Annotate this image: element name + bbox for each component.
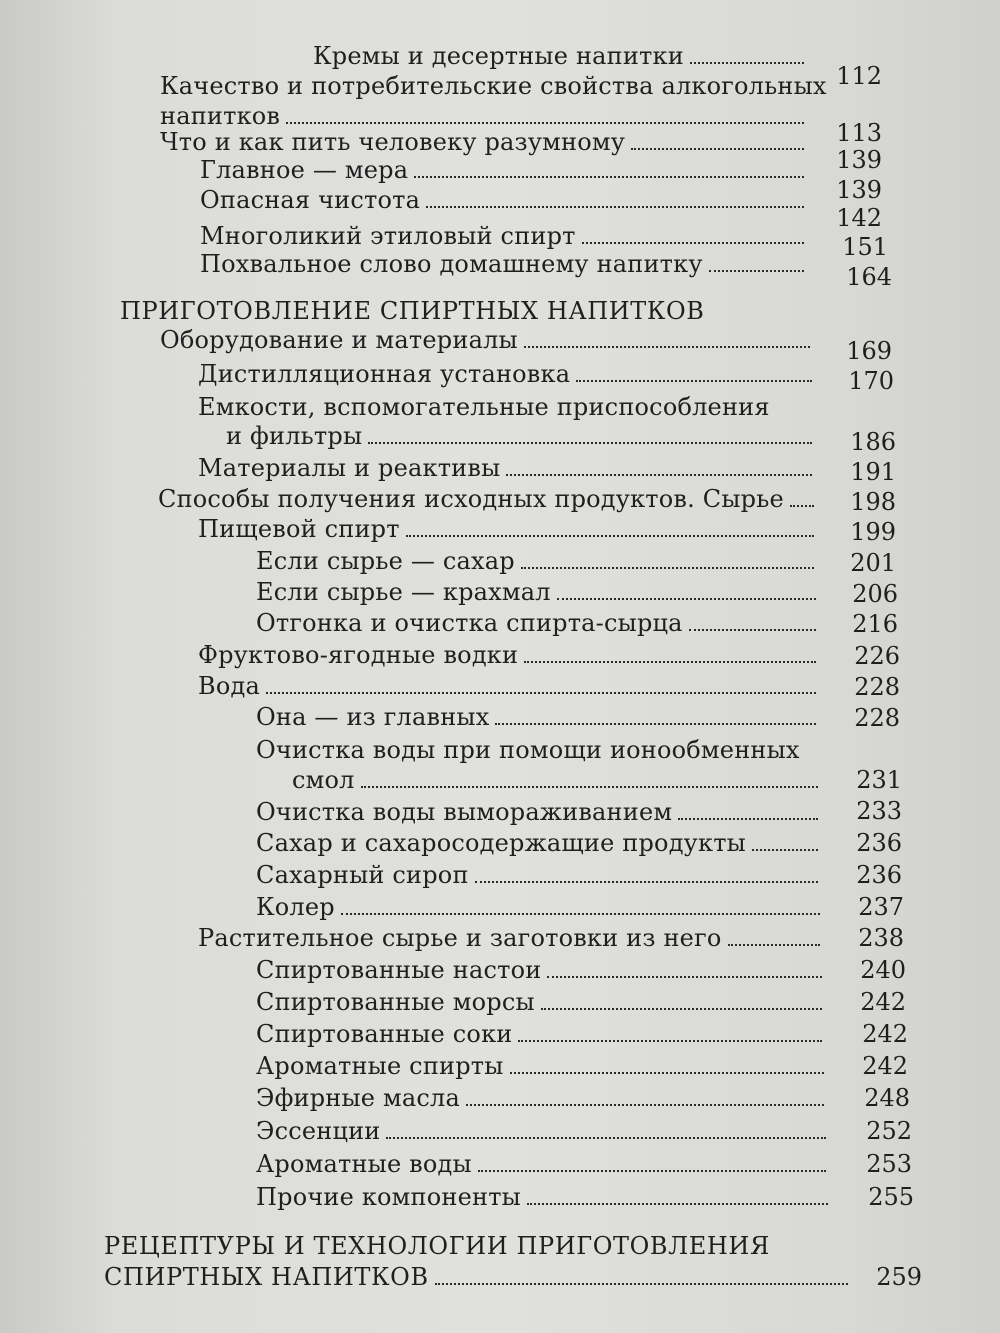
toc-entry-page: 240: [860, 956, 906, 984]
toc-entry-label: Эссенции: [256, 1117, 381, 1145]
toc-entry: [256, 1052, 830, 1080]
toc-entry-page: 199: [850, 518, 896, 546]
toc-entry-label: Отгонка и очистка спирта-сырца: [256, 609, 683, 637]
toc-entry-label: Материалы и реактивы: [198, 454, 501, 482]
leader-dots: [631, 148, 804, 150]
toc-entry: [256, 893, 826, 921]
toc-entry: [104, 1263, 854, 1291]
toc-entry-page: 252: [866, 1117, 912, 1145]
toc-entry-page: 237: [858, 893, 904, 921]
toc-entry-label: Прочие компоненты: [256, 1183, 521, 1211]
toc-entry-label: Очистка воды вымораживанием: [256, 798, 673, 826]
toc-entry: [198, 454, 818, 482]
toc-entry: [256, 1183, 834, 1211]
toc-entry: [200, 186, 810, 214]
toc-entry-page: 112: [836, 62, 882, 90]
toc-entry-label: Способы получения исходных продуктов. Сырье: [158, 485, 784, 513]
toc-entry: [256, 956, 828, 984]
toc-entry: [226, 422, 818, 450]
leader-dots: [524, 661, 816, 663]
toc-entry-page: 216: [852, 610, 898, 638]
toc-entry-page: 253: [866, 1150, 912, 1178]
toc-entry-label: Качество и потребительские свойства алкогольных: [160, 72, 827, 100]
toc-entry-page: 236: [856, 861, 902, 889]
toc-entry-page: 113: [836, 119, 882, 147]
toc-entry-page: 139: [836, 176, 882, 204]
toc-entry-label: Растительное сырье и заготовки из него: [198, 924, 722, 952]
toc-entry-page: 142: [836, 204, 882, 232]
leader-dots: [478, 1170, 826, 1172]
toc-entry: [256, 798, 824, 826]
toc-entry: [256, 1020, 828, 1048]
toc-entry: [198, 515, 820, 543]
leader-dots: [466, 1104, 824, 1106]
toc-entry-page: 139: [836, 146, 882, 174]
toc-entry-page: 201: [850, 549, 896, 577]
leader-dots: [386, 1137, 826, 1139]
leader-dots: [582, 242, 804, 244]
leader-dots: [426, 206, 804, 208]
toc-entry-label: Главное — мера: [200, 156, 409, 184]
toc-entry: [292, 766, 824, 794]
leader-dots: [790, 505, 814, 507]
leader-dots: [510, 1072, 824, 1074]
toc-entry: [256, 861, 824, 889]
leader-dots: [527, 1203, 828, 1205]
toc-entry-page: 231: [856, 766, 902, 794]
leader-dots: [557, 598, 816, 600]
toc-entry: [256, 1150, 832, 1178]
toc-entry: [200, 250, 810, 278]
toc-entry-label: Емкости, вспомогательные приспособления: [198, 393, 770, 421]
leader-dots: [728, 944, 821, 946]
leader-dots: [406, 535, 814, 537]
toc-entry: [313, 42, 810, 70]
toc-entry: [198, 924, 826, 952]
leader-dots: [475, 881, 818, 883]
toc-entry-page: 248: [864, 1084, 910, 1112]
toc-entry-label: Вода: [198, 672, 260, 700]
toc-entry-label: смол: [292, 766, 355, 794]
toc-entry-label: Опасная чистота: [200, 186, 421, 214]
toc-entry: [158, 485, 820, 513]
toc-entry-label: Ароматные воды: [256, 1150, 472, 1178]
leader-dots: [521, 567, 814, 569]
toc-entry: [256, 1084, 830, 1112]
section-heading: СПИРТНЫХ НАПИТКОВ: [104, 1263, 429, 1291]
toc-entry: [200, 156, 810, 184]
toc-entry: [256, 547, 820, 575]
toc-entry-page: 186: [850, 428, 896, 456]
toc-entry: [256, 703, 822, 731]
toc-entry-label: Многоликий этиловый спирт: [200, 222, 576, 250]
toc-entry: [160, 326, 816, 354]
toc-entry: [198, 360, 818, 388]
leader-dots: [689, 629, 816, 631]
leader-dots: [524, 346, 810, 348]
leader-dots: [752, 849, 818, 851]
toc-entry-page: 198: [850, 488, 896, 516]
toc-entry: [160, 128, 810, 156]
toc-entry: [200, 222, 810, 250]
toc-entry-page: 228: [854, 673, 900, 701]
toc-entry: [256, 609, 822, 637]
toc-entry-label: Спиртованные морсы: [256, 988, 535, 1016]
toc-entry-page: 226: [854, 642, 900, 670]
toc-entry-label: Ароматные спирты: [256, 1052, 504, 1080]
toc-entry-label: Если сырье — сахар: [256, 547, 515, 575]
toc-entry-page: 255: [868, 1183, 914, 1211]
toc-entry-label: Что и как пить человеку разумному: [160, 128, 626, 156]
toc-entry-label: Очистка воды при помощи ионообменных: [256, 736, 800, 764]
toc-entry-label: Оборудование и материалы: [160, 326, 518, 354]
toc-entry-page: 259: [876, 1263, 922, 1291]
leader-dots: [547, 976, 822, 978]
toc-entry: [256, 578, 822, 606]
toc-entry-page: 236: [856, 829, 902, 857]
toc-entry-page: 242: [862, 1020, 908, 1048]
leader-dots: [286, 122, 804, 124]
toc-entry: [256, 988, 828, 1016]
toc-entry-label: Кремы и десертные напитки: [313, 42, 684, 70]
toc-entry: [256, 829, 824, 857]
toc-entry: [256, 1117, 832, 1145]
toc-entry-label: Спиртованные соки: [256, 1020, 513, 1048]
leader-dots: [709, 270, 804, 272]
toc-entry: [198, 672, 822, 700]
toc-entry-page: 233: [856, 797, 902, 825]
toc-entry-label: Дистилляционная установка: [198, 360, 571, 388]
toc-entry: [198, 641, 822, 669]
leader-dots: [435, 1283, 848, 1285]
toc-entry-page: 228: [854, 704, 900, 732]
section-heading: РЕЦЕПТУРЫ И ТЕХНОЛОГИИ ПРИГОТОВЛЕНИЯ: [104, 1232, 770, 1260]
leader-dots: [495, 723, 816, 725]
toc-entry-label: Спиртованные настои: [256, 956, 542, 984]
toc-entry-label: Колер: [256, 893, 335, 921]
toc-entry-label: Она — из главных: [256, 703, 490, 731]
leader-dots: [576, 380, 812, 382]
leader-dots: [518, 1040, 822, 1042]
leader-dots: [678, 818, 818, 820]
toc-entry-page: 151: [842, 233, 888, 261]
leader-dots: [414, 176, 804, 178]
toc-entry-label: Фруктово-ягодные водки: [198, 641, 519, 669]
toc-entry-label: напитков: [160, 102, 281, 130]
toc-entry-label: Пищевой спирт: [198, 515, 400, 543]
toc-entry-page: 238: [858, 924, 904, 952]
leader-dots: [361, 786, 818, 788]
leader-dots: [368, 442, 812, 444]
leader-dots: [506, 474, 812, 476]
toc-entry-label: Похвальное слово домашнему напитку: [200, 250, 703, 278]
section-heading: ПРИГОТОВЛЕНИЕ СПИРТНЫХ НАПИТКОВ: [120, 297, 705, 325]
toc-entry-label: Эфирные масла: [256, 1084, 461, 1112]
toc-entry-label: Если сырье — крахмал: [256, 578, 551, 606]
toc-entry-page: 242: [862, 1052, 908, 1080]
leader-dots: [541, 1008, 822, 1010]
leader-dots: [690, 62, 804, 64]
toc-entry-page: 206: [852, 580, 898, 608]
toc-entry-label: Сахарный сироп: [256, 861, 469, 889]
leader-dots: [266, 692, 816, 694]
toc-entry-page: 169: [846, 337, 892, 365]
toc-entry-page: 164: [846, 263, 892, 291]
toc-entry-label: и фильтры: [226, 422, 363, 450]
leader-dots: [341, 913, 820, 915]
toc-entry-label: Сахар и сахаросодержащие продукты: [256, 829, 746, 857]
toc-entry-page: 191: [850, 458, 896, 486]
toc-entry-page: 170: [848, 367, 894, 395]
toc-entry: [160, 102, 810, 130]
toc-entry-page: 242: [860, 988, 906, 1016]
